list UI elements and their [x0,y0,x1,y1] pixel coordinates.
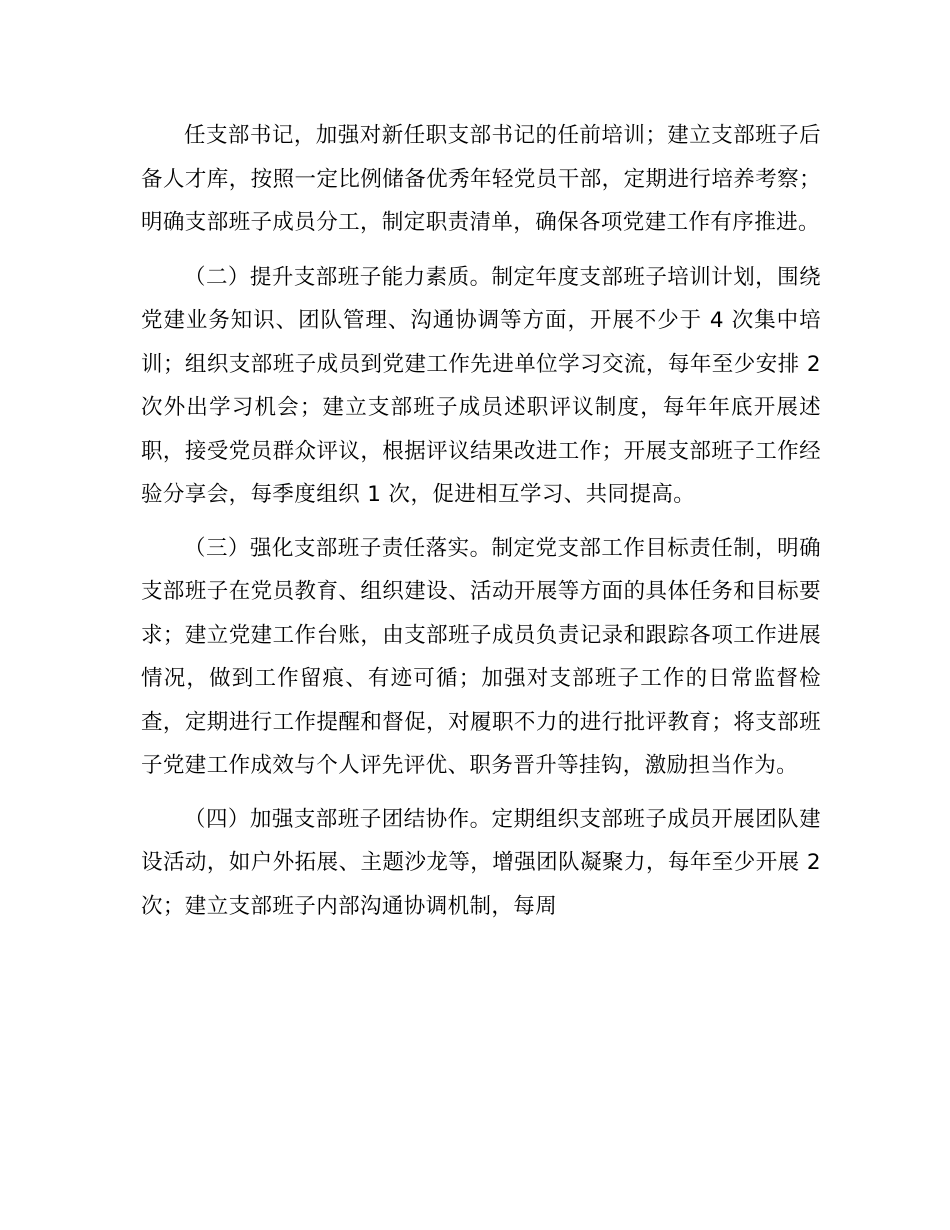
paragraph-continuation: 任支部书记，加强对新任职支部书记的任前培训；建立支部班子后备人才库，按照一定比例储备优秀年轻党员干部，定期进行培养考察；明确支部班子成员分工，制定职责清单，确保各项党建工作有序推进。 [141,123,821,235]
document-body [141,114,821,938]
paragraph-section-2: （二）提升支部班子能力素质。制定年度支部班子培训计划，围绕党建业务知识、团队管理、沟通协调等方面，开展不少于 4 次集中培训；组织支部班子成员到党建工作先进单位学习交流，每年至少安排 2 次外出学习机会；建立支部班子成员述职评议制度，每年年底开展述职，接受党员群众评议，根据评议结果改进工作；开展支部班子工作经验分享会，每季度组织 1 次，促进相互学习、共同提高。 [141,264,821,507]
paragraph-section-4: （四）加强支部班子团结协作。定期组织支部班子成员开展团队建设活动，如户外拓展、主题沙龙等，增强团队凝聚力，每年至少开展 2 次；建立支部班子内部沟通协调机制，每周 [141,806,821,919]
paragraph-section-3: （三）强化支部班子责任落实。制定党支部工作目标责任制，明确支部班子在党员教育、组织建设、活动开展等方面的具体任务和目标要求；建立党建工作台账，由支部班子成员负责记录和跟踪各项工作进展情况，做到工作留痕、有迹可循；加强对支部班子工作的日常监督检查，定期进行工作提醒和督促，对履职不力的进行批评教育；将支部班子党建工作成效与个人评先评优、职务晋升等挂钩，激励担当作为。 [141,535,821,778]
